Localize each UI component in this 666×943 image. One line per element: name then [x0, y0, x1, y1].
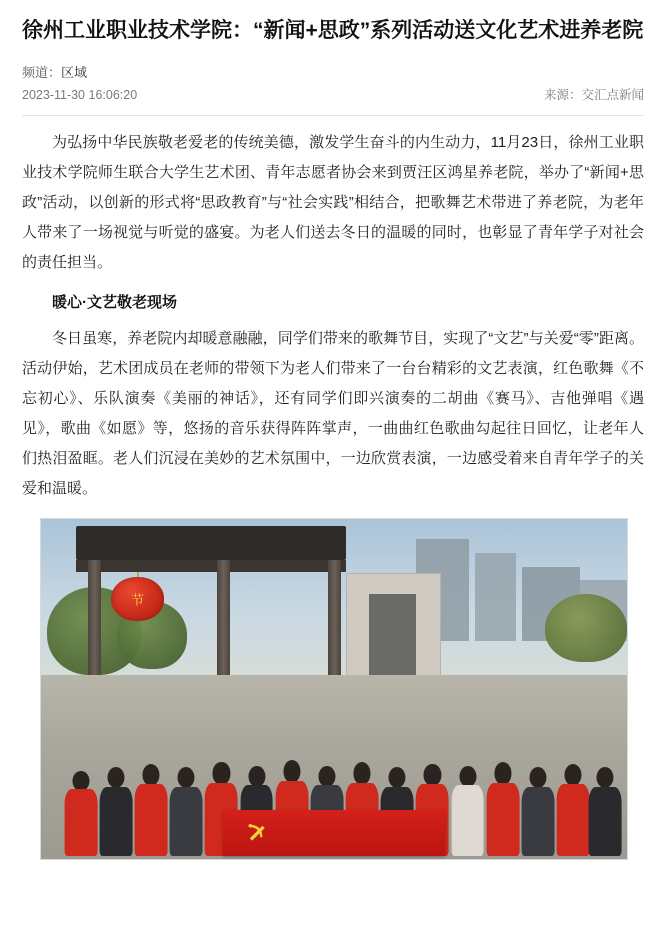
source-block [544, 85, 644, 105]
article-figure [22, 518, 644, 860]
channel-label: 频道： [22, 65, 62, 80]
channel-row [22, 63, 644, 83]
red-lantern-icon [111, 577, 164, 621]
photo-person [64, 771, 97, 856]
source-label: 来源： [543, 88, 582, 102]
subheading: 暖心·文艺敬老现场 [52, 294, 177, 311]
photo-person [135, 764, 168, 856]
photo-person [589, 767, 622, 855]
photo-person [451, 766, 484, 856]
photo-person [522, 767, 555, 855]
paragraph-2: 冬日虽寒，养老院内却暖意融融，同学们带来的歌舞节目，实现了“文艺”与关爱“零”距离。活动伊始，艺术团成员在老师的带领下为老人们带来了一台台精彩的文艺表演，红色歌舞《不忘初心》、乐队演奏《美丽的神话》，还有同学们即兴演奏的二胡曲《赛马》、吉他弹唱《遇见》，歌曲《如愿》等，悠扬的音乐获得阵阵掌声，一曲曲红色歌曲勾起往日回忆，让老年人们热泪盈眶。老人们沉浸在美妙的艺术氛围中，一边欣赏表演，一边感受着来自青年学子的关爱和温暖。 [22, 330, 644, 497]
photo-pavilion-beam [76, 560, 346, 572]
photo-person [486, 762, 519, 856]
meta-row [22, 85, 644, 105]
header-divider [22, 115, 644, 116]
party-flag [223, 810, 446, 856]
photo-pavilion-roof [76, 526, 346, 560]
photo-doorway [369, 594, 416, 676]
group-photo-with-party-flag [40, 518, 628, 860]
photo-crowd [41, 689, 627, 859]
page-title: 徐州工业职业技术学院：“新闻+思政”系列活动送文化艺术进养老院 [22, 19, 644, 42]
channel-value[interactable]: 区域 [61, 65, 88, 80]
paragraph-1: 为弘扬中华民族敬老爱老的传统美德，激发学生奋斗的内生动力，11月23日，徐州工业职业技术学院师生联合大学生艺术团、青年志愿者协会来到贾汪区鸿星养老院，举办了“新闻+思政”活动，以创新的形式将“思政教育”与“社会实践”相结合，把歌舞艺术带进了养老院，为老年人带来了一场视觉与听觉的盛宴。为老人们送去冬日的温暖的同时，也彰显了青年学子对社会的责任担当。 [22, 134, 644, 271]
photo-tree [545, 594, 627, 662]
publish-datetime: 2023-11-30 16:06:20 [22, 88, 138, 102]
photo-person [557, 764, 590, 856]
hammer-and-sickle-icon [240, 820, 273, 843]
source-value[interactable]: 交汇点新闻 [581, 88, 644, 102]
photo-person [100, 767, 133, 855]
photo-building [475, 553, 516, 641]
photo-person [170, 767, 203, 855]
